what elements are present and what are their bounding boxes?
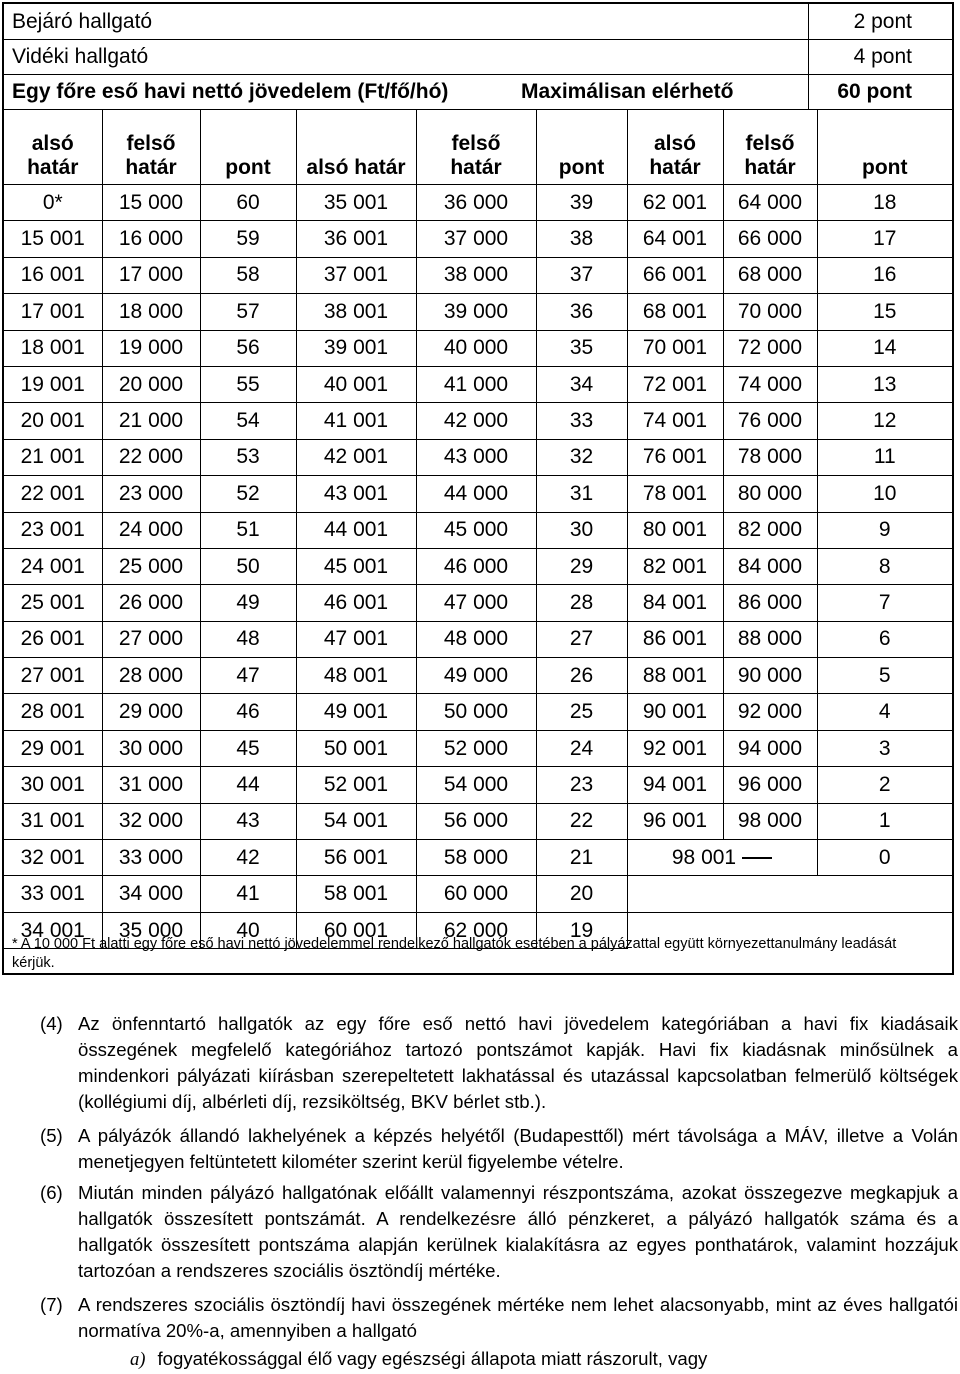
table-cell: 44 000 — [416, 476, 536, 512]
table-cell: 53 — [200, 439, 296, 475]
paragraph-text: A pályázók állandó lakhelyének a képzés helyétől (Budapesttől) mért távolsága a MÁV, illetve a Volán menetjegyen feltüntetett kilométer szerint kerül figyelembe vételre. — [78, 1125, 958, 1172]
footnote: * A 10 000 Ft alatti egy főre eső havi nettó jövedelemmel rendelkező hallgatók esetében a pályázattal együtt környezettanulmány leadását kérjük. — [12, 936, 897, 971]
table-cell: 54 — [200, 403, 296, 439]
table-cell: 12 — [817, 403, 952, 439]
column-header-line: határ — [27, 156, 79, 179]
table-cell: 68 000 — [723, 257, 817, 293]
table-cell: 34 001 — [4, 912, 102, 948]
column-header-line: alsó határ — [306, 156, 406, 179]
table-cell: 29 000 — [102, 694, 200, 730]
table-cell: 27 — [536, 621, 627, 657]
column-header-line: felső — [745, 132, 795, 155]
table-cell: 64 001 — [627, 221, 723, 257]
subitem-letter: a) — [130, 1349, 146, 1370]
table-cell: 82 001 — [627, 548, 723, 584]
table-cell: 36 — [536, 294, 627, 330]
table-cell: 4 — [817, 694, 952, 730]
table-cell: 14 — [817, 330, 952, 366]
table-cell: 74 001 — [627, 403, 723, 439]
table-cell: 42 001 — [296, 439, 416, 475]
table-cell: 8 — [817, 548, 952, 584]
paragraph-6 — [40, 1180, 958, 1284]
empty-cell — [627, 876, 952, 912]
table-row — [4, 476, 952, 512]
table-cell: 33 001 — [4, 876, 102, 912]
table-row — [4, 694, 952, 730]
table-row — [4, 439, 952, 475]
table-cell: 62 000 — [416, 912, 536, 948]
table-cell: 64 000 — [723, 185, 817, 221]
table-cell: 1 — [817, 803, 952, 839]
table-cell: 39 000 — [416, 294, 536, 330]
table-cell: 60 000 — [416, 876, 536, 912]
table-cell: 39 001 — [296, 330, 416, 366]
row-rural-student — [4, 39, 952, 75]
table-cell: 16 001 — [4, 257, 102, 293]
table-cell: 18 001 — [4, 330, 102, 366]
table-cell: 44 — [200, 767, 296, 803]
table-cell: 58 000 — [416, 840, 536, 876]
table-cell: 84 000 — [723, 548, 817, 584]
commuter-points: 2 pont — [853, 10, 912, 33]
table-cell: 40 000 — [416, 330, 536, 366]
table-cell: 7 — [817, 585, 952, 621]
table-cell: 74 000 — [723, 366, 817, 402]
table-cell: 49 — [200, 585, 296, 621]
table-cell: 23 001 — [4, 512, 102, 548]
subitem-text: fogyatékossággal élő vagy egészségi állapota miatt rászorult, vagy — [157, 1348, 708, 1369]
table-row — [4, 585, 952, 621]
table-cell: 35 000 — [102, 912, 200, 948]
table-cell: 38 000 — [416, 257, 536, 293]
table-cell: 49 001 — [296, 694, 416, 730]
column-header — [296, 110, 416, 185]
table-cell: 19 001 — [4, 366, 102, 402]
table-cell: 35 001 — [296, 185, 416, 221]
table-cell: 17 — [817, 221, 952, 257]
table-cell: 60 001 — [296, 912, 416, 948]
table-cell: 32 — [536, 439, 627, 475]
column-header — [200, 110, 296, 185]
table-cell — [627, 840, 817, 876]
table-cell: 32 001 — [4, 840, 102, 876]
scoring-table-frame — [2, 2, 954, 975]
table-cell: 37 000 — [416, 221, 536, 257]
paragraph-number: (4) — [40, 1013, 63, 1034]
table-cell: 50 000 — [416, 694, 536, 730]
table-cell: 27 000 — [102, 621, 200, 657]
column-divider — [808, 74, 809, 109]
table-cell: 48 000 — [416, 621, 536, 657]
table-cell: 66 001 — [627, 257, 723, 293]
row-commuter-student — [4, 4, 952, 40]
table-cell: 18 — [817, 185, 952, 221]
table-cell: 13 — [817, 366, 952, 402]
table-cell: 29 — [536, 548, 627, 584]
table-cell: 57 — [200, 294, 296, 330]
table-cell: 25 000 — [102, 548, 200, 584]
table-cell: 19 — [536, 912, 627, 948]
table-cell: 32 000 — [102, 803, 200, 839]
table-cell: 47 000 — [416, 585, 536, 621]
column-header — [536, 110, 627, 185]
table-cell: 96 000 — [723, 767, 817, 803]
income-header-label: Egy főre eső havi nettó jövedelem (Ft/fő/hó) — [12, 80, 449, 103]
table-cell: 28 000 — [102, 658, 200, 694]
table-cell: 21 — [536, 840, 627, 876]
table-cell: 28 001 — [4, 694, 102, 730]
table-cell: 20 — [536, 876, 627, 912]
paragraph-text: Miután minden pályázó hallgatónak előállt valamennyi részpontszáma, azokat összegezve megkapjuk a hallgatók összesített pontszámát. A rendelkezésre álló pénzkeret, a pályázó hallgatók száma és a hallgatók összesített pontszáma alapján kerülnek kialakításra az egyes ponthatárok, valamint hozzájuk tartozóan a rendszeres szociális ösztöndíj mértéke. — [78, 1182, 958, 1281]
table-cell: 55 — [200, 366, 296, 402]
table-cell: 30 000 — [102, 730, 200, 766]
table-cell: 25 001 — [4, 585, 102, 621]
table-cell: 90 001 — [627, 694, 723, 730]
table-cell: 43 000 — [416, 439, 536, 475]
table-cell: 6 — [817, 621, 952, 657]
table-cell: 43 — [200, 803, 296, 839]
table-cell: 96 001 — [627, 803, 723, 839]
table-header-row — [4, 110, 952, 185]
column-header-line: felső — [126, 132, 176, 155]
table-cell: 38 — [536, 221, 627, 257]
table-row — [4, 876, 952, 912]
table-cell: 41 001 — [296, 403, 416, 439]
table-row — [4, 330, 952, 366]
income-score-table — [4, 110, 952, 949]
paragraph-text: A rendszeres szociális ösztöndíj havi összegének mértéke nem lehet alacsonyabb, mint az éves hallgatói normatíva 20%-a, amennyiben a hallgató — [78, 1294, 958, 1341]
paragraph-text: Az önfenntartó hallgatók az egy főre eső nettó havi jövedelem kategóriában a havi fix kiadásaik összegének megfelelő kategóriához tartozó pontszámot kapják. Havi fix kiadásnak minősülnek a mindenkori pályázati kiírásban szerepeltetett lakhatással és utazással kapcsolatban felmerülő költségek (kollégiumi díj, albérleti díj, rezsiköltség, BKV bérlet stb.). — [78, 1013, 958, 1112]
paragraph-5 — [40, 1123, 958, 1175]
table-row — [4, 658, 952, 694]
table-cell: 34 — [536, 366, 627, 402]
paragraph-number: (7) — [40, 1294, 63, 1315]
table-cell: 58 — [200, 257, 296, 293]
table-cell: 49 000 — [416, 658, 536, 694]
column-header-line: alsó — [653, 132, 697, 155]
table-cell: 41 — [200, 876, 296, 912]
table-row — [4, 767, 952, 803]
table-cell: 20 001 — [4, 403, 102, 439]
table-row — [4, 621, 952, 657]
table-cell: 92 001 — [627, 730, 723, 766]
table-cell: 16 — [817, 257, 952, 293]
column-header — [4, 110, 102, 185]
table-cell: 21 000 — [102, 403, 200, 439]
table-cell: 36 000 — [416, 185, 536, 221]
column-header-line: pont — [862, 156, 908, 179]
table-cell: 46 001 — [296, 585, 416, 621]
table-cell: 52 001 — [296, 767, 416, 803]
table-cell: 31 000 — [102, 767, 200, 803]
table-cell: 17 000 — [102, 257, 200, 293]
table-cell: 26 000 — [102, 585, 200, 621]
table-cell: 24 000 — [102, 512, 200, 548]
table-cell: 23 — [536, 767, 627, 803]
table-cell: 15 000 — [102, 185, 200, 221]
table-cell: 37 — [536, 257, 627, 293]
table-cell: 84 001 — [627, 585, 723, 621]
open-range-lower-bound: 98 001 — [671, 845, 737, 869]
table-cell: 40 001 — [296, 366, 416, 402]
table-row — [4, 294, 952, 330]
table-cell: 30 001 — [4, 767, 102, 803]
table-cell: 88 001 — [627, 658, 723, 694]
table-row — [4, 548, 952, 584]
table-cell: 46 — [200, 694, 296, 730]
table-cell: 47 — [200, 658, 296, 694]
table-cell: 21 001 — [4, 439, 102, 475]
table-cell: 39 — [536, 185, 627, 221]
table-cell: 22 — [536, 803, 627, 839]
column-header — [723, 110, 817, 185]
table-cell: 20 000 — [102, 366, 200, 402]
table-row — [4, 512, 952, 548]
table-cell: 76 001 — [627, 439, 723, 475]
table-cell: 37 001 — [296, 257, 416, 293]
table-cell: 48 001 — [296, 658, 416, 694]
table-row — [4, 366, 952, 402]
column-header — [627, 110, 723, 185]
table-cell: 25 — [536, 694, 627, 730]
table-cell: 34 000 — [102, 876, 200, 912]
table-cell: 47 001 — [296, 621, 416, 657]
column-header-line: pont — [225, 156, 271, 179]
table-cell: 10 — [817, 476, 952, 512]
table-cell: 45 — [200, 730, 296, 766]
column-header-line: határ — [450, 156, 502, 179]
table-cell: 28 — [536, 585, 627, 621]
table-cell: 58 001 — [296, 876, 416, 912]
table-cell: 48 — [200, 621, 296, 657]
max-reachable-label: Maximálisan elérhető — [521, 80, 734, 103]
table-cell: 70 000 — [723, 294, 817, 330]
table-row — [4, 185, 952, 221]
table-cell: 5 — [817, 658, 952, 694]
table-cell: 54 000 — [416, 767, 536, 803]
table-cell: 56 000 — [416, 803, 536, 839]
table-cell: 54 001 — [296, 803, 416, 839]
table-cell: 70 001 — [627, 330, 723, 366]
table-cell: 33 — [536, 403, 627, 439]
table-cell: 40 — [200, 912, 296, 948]
table-cell: 60 — [200, 185, 296, 221]
table-cell: 27 001 — [4, 658, 102, 694]
table-cell: 33 000 — [102, 840, 200, 876]
table-cell: 66 000 — [723, 221, 817, 257]
table-cell: 78 001 — [627, 476, 723, 512]
table-cell: 78 000 — [723, 439, 817, 475]
table-cell: 98 000 — [723, 803, 817, 839]
paragraph-number: (5) — [40, 1125, 63, 1146]
table-cell: 52 — [200, 476, 296, 512]
table-cell: 41 000 — [416, 366, 536, 402]
table-cell: 15 001 — [4, 221, 102, 257]
open-range-dash — [742, 857, 772, 859]
table-cell: 42 000 — [416, 403, 536, 439]
table-cell: 82 000 — [723, 512, 817, 548]
table-cell: 92 000 — [723, 694, 817, 730]
table-row — [4, 730, 952, 766]
table-cell: 56 — [200, 330, 296, 366]
column-header — [102, 110, 200, 185]
max-reachable-points: 60 pont — [837, 80, 912, 103]
table-cell: 94 001 — [627, 767, 723, 803]
paragraph-7 — [40, 1292, 958, 1344]
rural-points: 4 pont — [853, 45, 912, 68]
column-header-line: határ — [744, 156, 796, 179]
table-cell: 86 001 — [627, 621, 723, 657]
table-cell: 23 000 — [102, 476, 200, 512]
column-header — [817, 110, 952, 185]
column-header-line: határ — [649, 156, 701, 179]
table-cell: 86 000 — [723, 585, 817, 621]
table-cell: 80 001 — [627, 512, 723, 548]
table-row — [4, 221, 952, 257]
table-cell: 42 — [200, 840, 296, 876]
table-row — [4, 257, 952, 293]
column-divider — [808, 39, 809, 74]
table-cell: 76 000 — [723, 403, 817, 439]
table-cell: 31 — [536, 476, 627, 512]
table-cell: 72 001 — [627, 366, 723, 402]
table-cell: 52 000 — [416, 730, 536, 766]
table-cell: 50 — [200, 548, 296, 584]
table-cell: 44 001 — [296, 512, 416, 548]
table-cell: 15 — [817, 294, 952, 330]
row-income-header — [4, 74, 952, 110]
table-cell: 51 — [200, 512, 296, 548]
table-cell: 31 001 — [4, 803, 102, 839]
table-cell: 16 000 — [102, 221, 200, 257]
table-cell: 22 001 — [4, 476, 102, 512]
table-cell: 35 — [536, 330, 627, 366]
table-cell: 29 001 — [4, 730, 102, 766]
table-row — [4, 803, 952, 839]
table-cell: 36 001 — [296, 221, 416, 257]
table-cell: 26 — [536, 658, 627, 694]
table-cell: 11 — [817, 439, 952, 475]
column-header-line: felső — [451, 132, 501, 155]
table-cell: 18 000 — [102, 294, 200, 330]
rural-label: Vidéki hallgató — [12, 45, 149, 68]
table-cell: 72 000 — [723, 330, 817, 366]
table-cell: 46 000 — [416, 548, 536, 584]
paragraph-4 — [40, 1011, 958, 1115]
table-cell: 43 001 — [296, 476, 416, 512]
table-cell: 0* — [4, 185, 102, 221]
table-cell: 68 001 — [627, 294, 723, 330]
column-header — [416, 110, 536, 185]
paragraph-number: (6) — [40, 1182, 63, 1203]
table-cell: 45 001 — [296, 548, 416, 584]
table-cell: 38 001 — [296, 294, 416, 330]
column-divider — [808, 4, 809, 39]
table-row — [4, 840, 952, 876]
commuter-label: Bejáró hallgató — [12, 10, 153, 33]
table-cell: 3 — [817, 730, 952, 766]
table-row — [4, 403, 952, 439]
column-header-line: pont — [558, 156, 605, 179]
table-cell: 90 000 — [723, 658, 817, 694]
table-cell: 62 001 — [627, 185, 723, 221]
table-cell: 2 — [817, 767, 952, 803]
table-cell: 22 000 — [102, 439, 200, 475]
column-header-line: határ — [125, 156, 177, 179]
table-cell: 56 001 — [296, 840, 416, 876]
table-cell: 0 — [817, 840, 952, 876]
table-cell: 9 — [817, 512, 952, 548]
table-cell: 19 000 — [102, 330, 200, 366]
table-cell: 80 000 — [723, 476, 817, 512]
table-cell: 24 001 — [4, 548, 102, 584]
table-cell: 59 — [200, 221, 296, 257]
table-cell: 94 000 — [723, 730, 817, 766]
column-header-line: alsó — [31, 132, 74, 155]
table-cell: 17 001 — [4, 294, 102, 330]
table-cell: 30 — [536, 512, 627, 548]
table-cell: 50 001 — [296, 730, 416, 766]
table-cell: 24 — [536, 730, 627, 766]
table-cell: 88 000 — [723, 621, 817, 657]
table-cell: 45 000 — [416, 512, 536, 548]
subitem-a — [130, 1348, 707, 1371]
table-cell: 26 001 — [4, 621, 102, 657]
